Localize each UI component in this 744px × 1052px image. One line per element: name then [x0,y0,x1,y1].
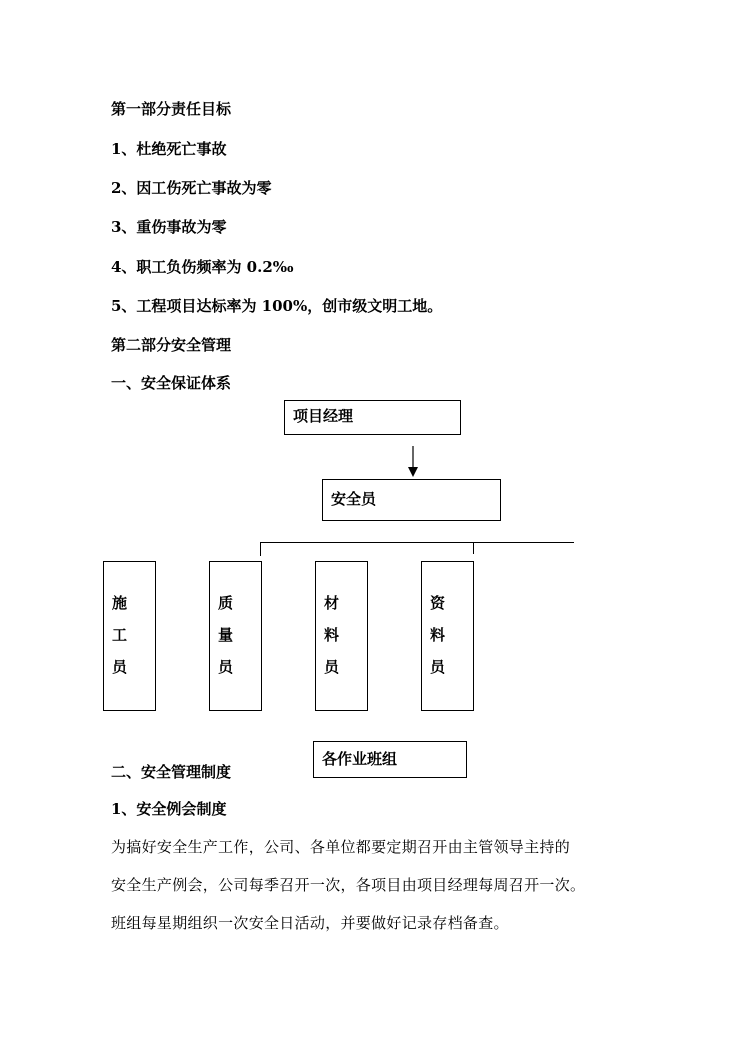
goal-2: 2、因工伤死亡事故为零 [111,179,272,197]
staff-3-char-1: 材 [324,594,340,612]
staff-2-char-3: 员 [218,658,234,676]
goal-4: 4、职工负伤频率为 0.2‰ [111,258,294,276]
staff-2-char-1: 质 [218,594,234,612]
staff-1-char-2: 工 [112,626,128,644]
box-safety-officer-label: 安全员 [331,490,377,508]
paragraph-line-2: 安全生产例会，公司每季召开一次，各项目由项目经理每周召开一次。 [111,876,586,894]
section1-title: 一、安全保证体系 [111,374,232,392]
arrow-head-icon [408,467,418,477]
staff-4-char-3: 员 [430,658,446,676]
staff-4-char-1: 资 [430,594,446,612]
branch-tick-right [473,542,474,554]
box-document-staff [421,561,474,711]
box-project-manager-label: 项目经理 [293,407,354,425]
box-construction-staff [103,561,156,711]
staff-1-char-3: 员 [112,658,128,676]
branch-line [260,542,574,543]
staff-2-char-2: 量 [218,626,234,644]
subsection1-title: 1、安全例会制度 [111,800,227,818]
box-quality-staff [209,561,262,711]
goal-1: 1、杜绝死亡事故 [111,140,227,158]
staff-3-char-2: 料 [324,626,340,644]
box-safety-officer [322,479,501,521]
goal-5: 5、工程项目达标率为 100%，创市级文明工地。 [111,297,443,315]
branch-tick-left [260,542,261,556]
staff-3-char-3: 员 [324,658,340,676]
staff-1-char-1: 施 [112,594,128,612]
goal-3: 3、重伤事故为零 [111,218,227,236]
box-work-teams-label: 各作业班组 [322,750,398,768]
box-material-staff [315,561,368,711]
part2-title: 第二部分安全管理 [111,336,232,354]
section2-title: 二、安全管理制度 [111,763,232,781]
staff-4-char-2: 料 [430,626,446,644]
paragraph-line-3: 班组每星期组织一次安全日活动，并要做好记录存档备查。 [111,914,509,932]
paragraph-line-1: 为搞好安全生产工作，公司、各单位都要定期召开由主管领导主持的 [111,838,571,856]
box-work-teams [313,741,467,778]
part1-title: 第一部分责任目标 [111,100,232,118]
